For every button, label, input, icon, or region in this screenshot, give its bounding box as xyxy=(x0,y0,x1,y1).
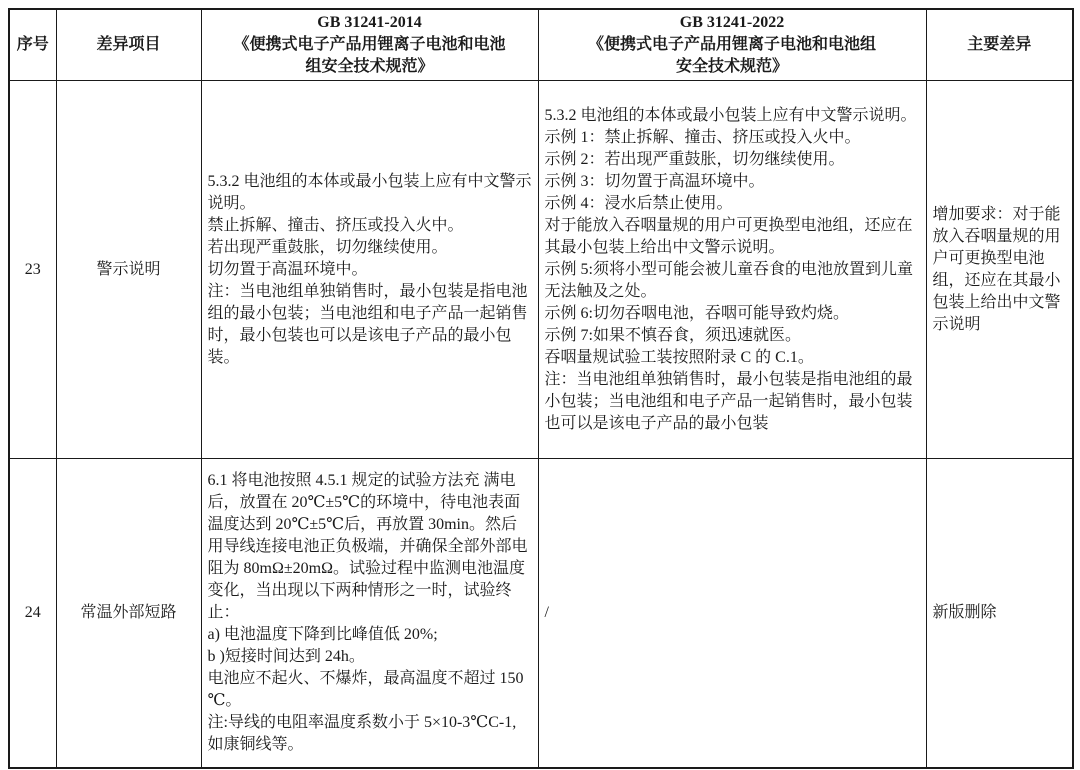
row23-gb2022-cell xyxy=(538,81,926,459)
text-line: 示例 1：禁止拆解、撞击、挤压或投入火中。 xyxy=(544,128,861,146)
row24-item-cell: 常温外部短路 xyxy=(56,459,201,768)
text-line: 5.3.2 电池组的本体或最小包装上应有中文警示说明。 xyxy=(544,106,917,124)
text-line: 注：当电池组单独销售时，最小包装是指电池组的最小包装；当电池组和电子产品一起销售时，最小包装也可以是该电子产品的最小包装 xyxy=(544,370,913,432)
table-row-24 xyxy=(9,459,1073,768)
header-col-main-diff: 主要差异 xyxy=(926,9,1073,81)
header-col-gb2022 xyxy=(538,9,926,81)
text-line: 5.3.2 电池组的本体或最小包装上应有中文警示说明。 xyxy=(207,172,532,212)
text-line: 吞咽量规试验工装按照附录 C 的 C.1。 xyxy=(544,348,814,366)
text-line: 安全技术规范》 xyxy=(675,58,788,75)
text-line: 切勿置于高温环境中。 xyxy=(207,260,368,278)
table-row-23 xyxy=(9,81,1073,459)
text-line: 电池应不起火、不爆炸，最高温度不超过 150 ℃。 xyxy=(207,669,524,709)
row23-main-diff-cell: 增加要求：对于能放入吞咽量规的用户可更换型电池组，还应在其最小包装上给出中文警示说明 xyxy=(926,81,1073,459)
table-header-row xyxy=(9,9,1073,81)
text-line: 示例 5:须将小型可能会被儿童吞食的电池放置到儿童无法触及之处。 xyxy=(544,260,913,300)
text-line: 示例 6:切勿吞咽电池，吞咽可能导致灼烧。 xyxy=(544,304,849,322)
text-line: b )短接时间达到 24h。 xyxy=(207,647,365,665)
text-line: 禁止拆解、撞击、挤压或投入火中。 xyxy=(207,216,464,234)
text-line: 示例 4：浸水后禁止使用。 xyxy=(544,194,733,212)
row24-gb2022-cell xyxy=(538,459,926,768)
row24-main-diff-cell: 新版删除 xyxy=(926,459,1073,768)
text-line: 若出现严重鼓胀，切勿继续使用。 xyxy=(207,238,448,256)
row23-gb2014-cell xyxy=(201,81,538,459)
header-col-diff-item: 差异项目 xyxy=(56,9,201,81)
header-col-serial: 序号 xyxy=(9,9,56,81)
row23-serial-cell: 23 xyxy=(9,81,56,459)
text-line: 《便携式电子产品用锂离子电池和电池 xyxy=(233,36,506,53)
row24-gb2014-cell xyxy=(201,459,538,768)
header-col-gb2014 xyxy=(201,9,538,81)
text-line: 组安全技术规范》 xyxy=(305,58,434,75)
text-line: 对于能放入吞咽量规的用户可更换型电池组，还应在其最小包装上给出中文警示说明。 xyxy=(544,216,913,256)
text-line: / xyxy=(544,603,549,621)
standards-comparison-table xyxy=(8,8,1074,769)
row23-item-cell: 警示说明 xyxy=(56,81,201,459)
text-line: a) 电池温度下降到比峰值低 20%; xyxy=(207,625,438,643)
text-line: 注:导线的电阻率温度系数小于 5×10-3℃C-1, 如康铜线等。 xyxy=(207,713,517,753)
text-line: 注：当电池组单独销售时，最小包装是指电池组的最小包装；当电池组和电子产品一起销售时，最小包装也可以是该电子产品的最小包装。 xyxy=(207,282,528,366)
text-line: 示例 2：若出现严重鼓胀，切勿继续使用。 xyxy=(544,150,845,168)
text-line: 6.1 将电池按照 4.5.1 规定的试验方法充 满电后，放置在 20℃±5℃的环境中，待电池表面温度达到 20℃±5℃后，再放置 30min。然后用导线连接电池正负极端，并确保全部外部电阻为 80mΩ±20mΩ。试验过程中监测电池温度变化，当出现以下两种情形之一时，试验终止： xyxy=(207,471,528,621)
text-line: 示例 3：切勿置于高温环境中。 xyxy=(544,172,765,190)
text-line: 示例 7:如果不慎吞食，须迅速就医。 xyxy=(544,326,801,344)
text-line: GB 31241-2014 xyxy=(317,14,422,31)
text-line: 《便携式电子产品用锂离子电池和电池组 xyxy=(587,36,876,53)
row24-serial-cell: 24 xyxy=(9,459,56,768)
text-line: GB 31241-2022 xyxy=(679,14,785,31)
